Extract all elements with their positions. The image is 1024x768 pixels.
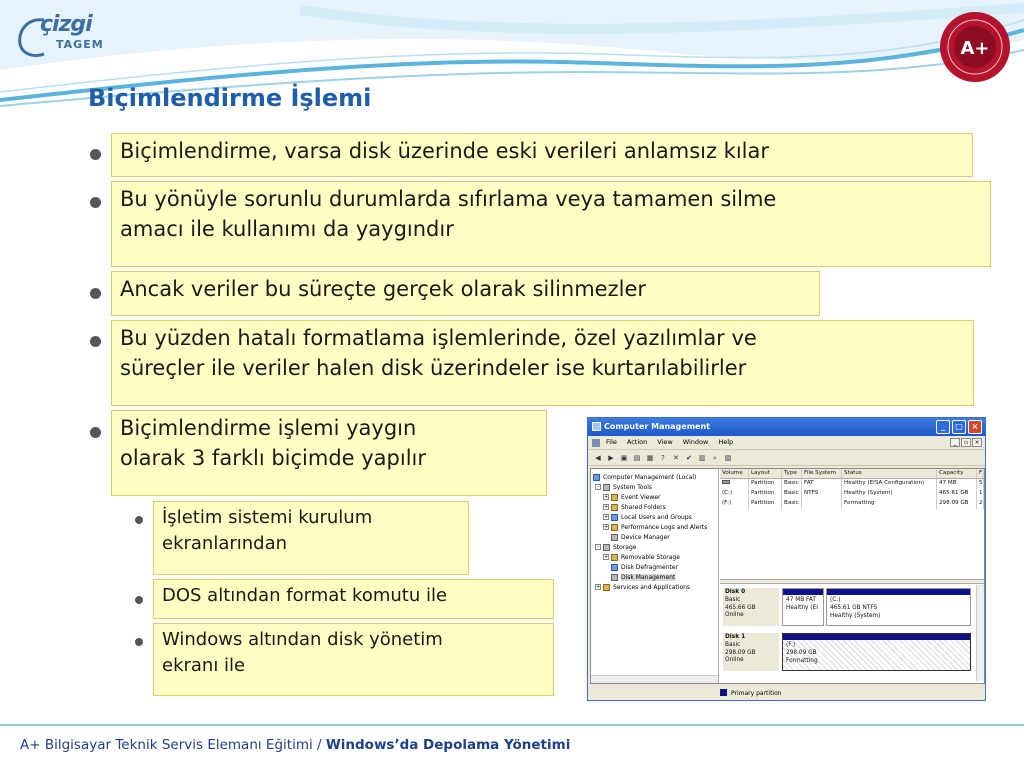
- folder-icon: [611, 504, 618, 511]
- users-icon: [611, 514, 618, 521]
- menu-view[interactable]: View: [657, 438, 673, 446]
- properties-icon[interactable]: ▦: [646, 454, 654, 462]
- defrag-icon: [611, 564, 618, 571]
- bullet-box: [111, 271, 820, 316]
- expand-icon[interactable]: +: [604, 504, 609, 510]
- subbullet-box: [153, 623, 554, 696]
- device-manager-icon: [611, 534, 618, 541]
- event-viewer-icon: [611, 494, 618, 501]
- partition-size: 47 MB FAT: [786, 597, 816, 603]
- disk-1-size: 298.09 GB: [725, 649, 756, 656]
- drive-icon: [722, 480, 730, 484]
- footer-course: A+ Bilgisayar Teknik Servis Elemanı Eğitimi: [20, 737, 313, 753]
- computer-management-icon: [592, 422, 601, 431]
- disk-1-label: [723, 633, 779, 671]
- partition-size: 465.61 GB NTFS: [830, 604, 878, 611]
- tree-item-shared-folders[interactable]: + Shared Folders: [604, 503, 666, 511]
- disk-1-name: Disk 1: [725, 634, 746, 640]
- seal-badge-icon: [936, 10, 1014, 84]
- layout-cell: Partition: [749, 479, 782, 489]
- footer-divider: [0, 724, 1024, 726]
- bullet-dot: [90, 336, 101, 347]
- menu-action[interactable]: Action: [626, 438, 648, 446]
- expand-icon[interactable]: +: [596, 584, 601, 590]
- menu-help[interactable]: Help: [718, 438, 734, 446]
- bullet-dot: [90, 427, 101, 438]
- primary-partition-swatch: [720, 689, 727, 696]
- legend-bar: [590, 686, 985, 700]
- bullet-dot: [90, 288, 101, 299]
- computer-management-window: [587, 417, 986, 701]
- col-capacity[interactable]: Capacity: [937, 469, 977, 478]
- fs-cell: NTFS: [802, 489, 842, 499]
- tree-item-removable-storage[interactable]: + Removable Storage: [604, 553, 680, 561]
- fs-cell: [802, 499, 842, 509]
- volume-cell: (C:): [720, 489, 749, 499]
- removable-storage-icon: [611, 554, 618, 561]
- bullet-text-line2: olarak 3 farklı biçimde yapılır: [120, 445, 427, 470]
- capacity-cell: 465.61 GB: [937, 489, 977, 499]
- disk-0-partition-1[interactable]: [782, 588, 824, 626]
- menu-bar: [588, 436, 985, 450]
- partition-status: Healthy (EI: [786, 604, 818, 611]
- window-titlebar: [588, 418, 985, 436]
- tree-item-system-tools[interactable]: - System Tools: [593, 482, 716, 492]
- capacity-cell: 298.09 GB: [937, 499, 977, 509]
- col-volume[interactable]: Volume: [720, 469, 749, 478]
- tree-horizontal-scrollbar[interactable]: [591, 675, 719, 683]
- table-row[interactable]: [720, 499, 984, 509]
- delete-icon[interactable]: ✕: [673, 454, 679, 462]
- bullet-dot: [90, 149, 101, 160]
- subbullet-dot: [135, 516, 143, 524]
- open-icon[interactable]: ▥: [698, 454, 706, 462]
- expand-icon[interactable]: +: [604, 514, 609, 520]
- layout-cell: Partition: [749, 489, 782, 499]
- mdi-restore-button[interactable]: ▫: [961, 438, 971, 447]
- performance-icon: [611, 524, 618, 531]
- expand-icon[interactable]: +: [604, 524, 609, 530]
- subbullet-text-line2: ekranı ile: [162, 654, 246, 676]
- status-cell: Healthy (System): [842, 489, 937, 499]
- volume-table-header: [720, 469, 984, 479]
- tree-item-performance-logs[interactable]: + Performance Logs and Alerts: [604, 523, 708, 531]
- partition-status: Healthy (System): [830, 612, 881, 619]
- menu-window[interactable]: Window: [682, 438, 709, 446]
- subbullet-box: [153, 579, 554, 619]
- disk-0-state: Online: [725, 612, 744, 619]
- volume-cell: (F:): [720, 499, 749, 509]
- layout-cell: Partition: [749, 499, 782, 509]
- free-cell: 1: [977, 489, 984, 499]
- tools-icon: [603, 484, 610, 491]
- free-cell: 5: [977, 479, 984, 489]
- close-button[interactable]: ×: [968, 420, 982, 434]
- search-icon[interactable]: ⌕: [713, 454, 717, 462]
- bullet-box: [111, 133, 973, 177]
- volume-cell: [720, 479, 749, 489]
- details-pane: [720, 469, 984, 683]
- disk-1-type: Basic: [725, 641, 741, 648]
- logo-name: çizgi: [40, 12, 92, 37]
- table-row[interactable]: [720, 489, 984, 499]
- subbullet-dot: [135, 638, 143, 646]
- footer-separator: /: [317, 737, 322, 753]
- col-layout[interactable]: Layout: [749, 469, 782, 478]
- type-cell: Basic: [782, 489, 802, 499]
- export-icon[interactable]: ▧: [724, 454, 732, 462]
- storage-icon: [603, 544, 610, 551]
- status-cell: Formatting: [842, 499, 937, 509]
- subbullet-text-line2: ekranlarından: [162, 532, 288, 554]
- check-icon[interactable]: ✔: [686, 454, 692, 462]
- volume-table: [720, 469, 984, 575]
- col-status[interactable]: Status: [842, 469, 937, 478]
- console-tree: [591, 469, 719, 683]
- slide-title: Biçimlendirme İşlemi: [88, 84, 372, 112]
- partition-name: (F:): [786, 642, 796, 648]
- disk-0-type: Basic: [725, 596, 741, 603]
- maximize-button[interactable]: □: [952, 420, 966, 434]
- col-free[interactable]: F: [979, 470, 983, 476]
- subbullet-text-line1: Windows altından disk yönetim: [162, 629, 443, 650]
- capacity-cell: 47 MB: [937, 479, 977, 489]
- back-icon[interactable]: ◀: [595, 454, 601, 462]
- logo-sub: TAGEM: [56, 38, 104, 51]
- mdi-close-button[interactable]: ×: [972, 438, 982, 447]
- services-icon: [603, 584, 610, 591]
- pane-splitter[interactable]: [720, 579, 984, 584]
- partition-name: (C:): [830, 597, 841, 603]
- minimize-button[interactable]: _: [936, 420, 950, 434]
- disk-management-icon: [611, 574, 618, 581]
- expand-icon[interactable]: +: [604, 554, 609, 560]
- status-cell: Healthy (EISA Configuration): [842, 479, 937, 489]
- subbullet-dot: [135, 596, 143, 604]
- collapse-icon[interactable]: -: [595, 484, 601, 490]
- col-type[interactable]: Type: [782, 469, 802, 478]
- fs-cell: FAT: [802, 479, 842, 489]
- menu-file[interactable]: File: [606, 438, 617, 446]
- bullet-text: Biçimlendirme, varsa disk üzerinde eski verileri anlamsız kılar: [120, 139, 770, 163]
- menu-app-icon: [592, 439, 600, 447]
- bullet-text: Ancak veriler bu süreçte gerçek olarak silinmezler: [120, 277, 646, 301]
- tree-item-event-viewer[interactable]: + Event Viewer: [604, 493, 661, 501]
- expand-icon[interactable]: +: [604, 494, 609, 500]
- window-title: Computer Management: [604, 422, 710, 431]
- mdi-minimize-button[interactable]: _: [950, 438, 960, 447]
- tree-item-device-manager[interactable]: Device Manager: [593, 532, 716, 542]
- legend-primary-partition: Primary partition: [731, 690, 782, 697]
- disk-map-vertical-scrollbar[interactable]: [976, 585, 984, 681]
- subbullet-text-line1: İşletim sistemi kurulum: [162, 507, 373, 528]
- subbullet-box: [153, 501, 469, 575]
- up-folder-icon[interactable]: ▣: [620, 454, 628, 462]
- bullet-dot: [90, 197, 101, 208]
- bullet-box: [111, 181, 991, 267]
- partition-size: 298.09 GB: [786, 649, 817, 656]
- footer: [20, 737, 570, 753]
- subbullet-text: DOS altından format komutu ile: [162, 585, 448, 606]
- footer-topic: Windows’da Depolama Yönetimi: [325, 737, 571, 753]
- bullet-box: [111, 410, 547, 496]
- collapse-icon[interactable]: -: [595, 544, 601, 550]
- bullet-text-line1: Biçimlendirme işlemi yaygın: [120, 416, 417, 440]
- partition-status: Formatting: [786, 657, 818, 664]
- free-cell: 2: [977, 499, 984, 509]
- tree-item-disk-management[interactable]: Disk Management: [593, 572, 716, 582]
- forward-icon[interactable]: ▶: [608, 454, 614, 462]
- help-icon[interactable]: ?: [661, 454, 665, 462]
- tree-item-services-applications[interactable]: + Services and Applications: [596, 583, 691, 591]
- bullet-text-line1: Bu yönüyle sorunlu durumlarda sıfırlama veya tamamen silme: [120, 187, 777, 211]
- tree-item-storage[interactable]: - Storage: [593, 542, 716, 552]
- col-file-system[interactable]: File System: [802, 469, 842, 478]
- type-cell: Basic: [782, 499, 802, 509]
- disk-1-partition-f[interactable]: [782, 633, 971, 671]
- disk-0-name: Disk 0: [725, 589, 746, 595]
- computer-icon: [593, 474, 600, 481]
- tree-item-disk-defragmenter[interactable]: Disk Defragmenter: [593, 562, 716, 572]
- disk-0-label: [723, 588, 779, 626]
- disk-1-state: Online: [725, 657, 744, 664]
- bullet-text-line1: Bu yüzden hatalı formatlama işlemlerinde, özel yazılımlar ve: [120, 326, 757, 350]
- tree-item-computer-management[interactable]: Computer Management (Local): [593, 472, 716, 482]
- disk-0-row[interactable]: [720, 585, 975, 627]
- toolbar: [588, 450, 985, 466]
- seal-text: A+: [960, 38, 990, 59]
- disk-1-row[interactable]: [720, 630, 975, 672]
- table-row[interactable]: [720, 479, 984, 489]
- main-panes: [590, 468, 985, 684]
- show-tree-icon[interactable]: ▤: [633, 454, 641, 462]
- disk-0-partition-c[interactable]: [826, 588, 971, 626]
- bullet-text-line2: süreçler ile veriler halen disk üzerindeler ise kurtarılabilirler: [120, 355, 747, 380]
- bullet-text-line2: amacı ile kullanımı da yaygındır: [120, 216, 454, 241]
- disk-map: [720, 585, 975, 681]
- disk-0-size: 465.66 GB: [725, 604, 756, 611]
- tree-item-local-users[interactable]: + Local Users and Groups: [604, 513, 692, 521]
- type-cell: Basic: [782, 479, 802, 489]
- bullet-box: [111, 320, 974, 406]
